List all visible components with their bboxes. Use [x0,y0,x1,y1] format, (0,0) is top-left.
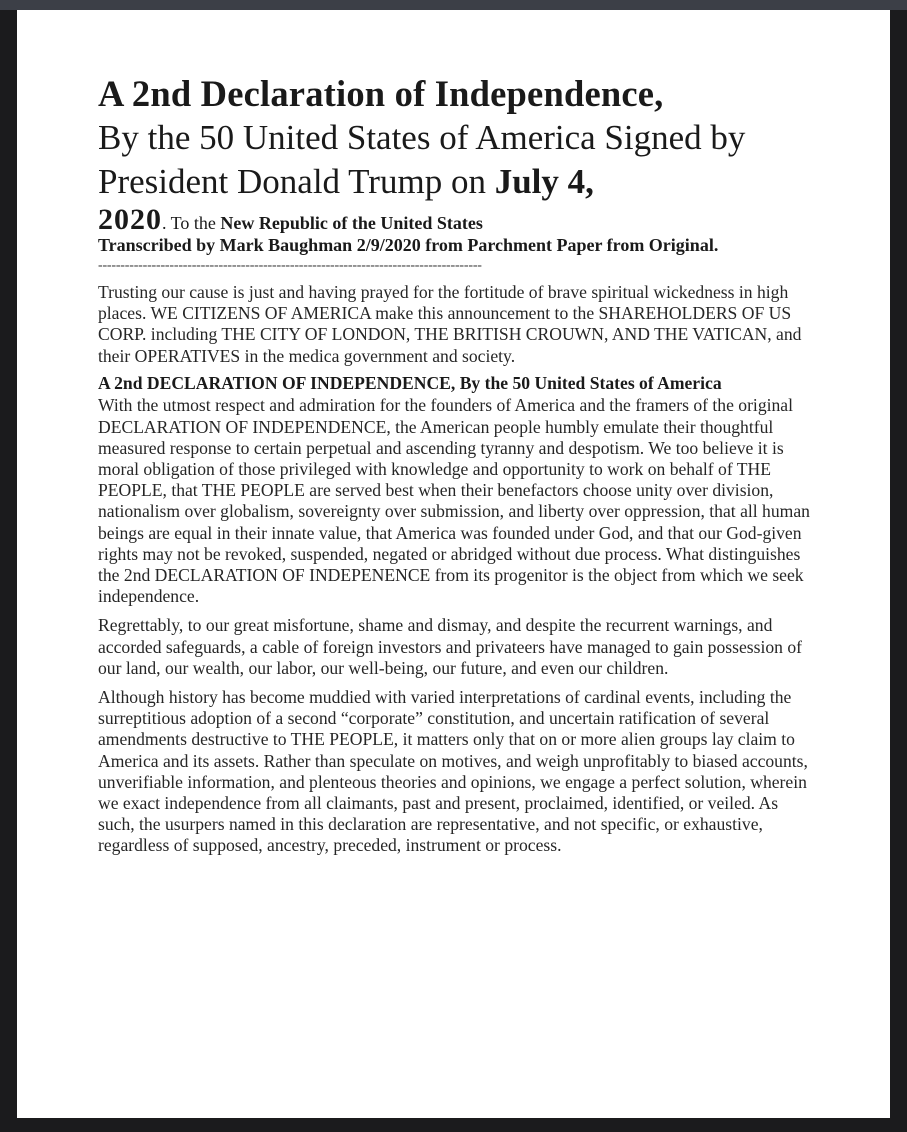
subtitle-date: July 4, [494,162,594,201]
to-prefix: . To the [162,213,221,233]
document-content [98,72,810,857]
document-title: A 2nd Declaration of Independence, [98,73,664,114]
document-subtitle [98,116,810,204]
republic-name: New Republic of the United States [220,213,483,233]
section-heading: A 2nd DECLARATION OF INDEPENDENCE, By the 50 United States of America [98,372,722,393]
intro-paragraph: Trusting our cause is just and having prayed for the fortitude of brave spiritual wickedness in high places. WE CITIZENS OF AMERICA make this announcement to the SHAREHOLDERS OF US CORP. including THE CITY OF LONDON, THE BRITISH CROUWN, AND THE VATICAN, and their OPERATIVES in the medica government and society. [98,282,802,366]
document-page [17,10,890,1118]
subtitle-text: By the 50 United States of America Signed by President Donald Trump on [98,118,746,201]
year: 2020 [98,203,162,236]
transcription-note: Transcribed by Mark Baughman 2/9/2020 from Parchment Paper from Original. [98,235,719,255]
window-top-bar [0,0,907,10]
divider: -------------------------------------------------------------------------------------- [98,258,482,273]
paragraph-2: Regrettably, to our great misfortune, shame and dismay, and despite the recurrent warnings, and accorded safeguards, a cable of foreign investors and privateers have managed to gain possession of our land, our wealth, our labor, our well-being, our future, and even our children. [98,615,802,678]
paragraph-1: With the utmost respect and admiration for the founders of America and the framers of the original DECLARATION OF INDEPENDENCE, the American people humbly emulate their thoughtful measured response to certain perpetual and ascending tyranny and despotism. We too believe it is moral obligation of those privileged with knowledge and opportunity to work on behalf of THE PEOPLE, that THE PEOPLE are served best when their benefactors choose unity over division, nationalism over globalism, sovereignty over submission, and liberty over oppression, that all human beings are equal in their innate value, that America was founded under God, and that our God-given rights may not be revoked, suspended, negated or abridged without due process. What distinguishes the 2nd DECLARATION OF INDEPENENCE from its progenitor is the object from which we seek independence. [98,395,810,607]
paragraph-3: Although history has become muddied with varied interpretations of cardinal events, including the surreptitious adoption of a second “corporate” constitution, and uncertain ratification of several amendments destructive to THE PEOPLE, it matters only that on or more alien groups lay claim to America and its assets. Rather than speculate on motives, and weigh unprofitably to biased accounts, unverifiable information, and plenteous theories and opinions, we engage a perfect solution, wherein we exact independence from all claimants, past and present, proclaimed, identified, or veiled. As such, the usurpers named in this declaration are representative, and not specific, or exhaustive, regardless of supposed, ancestry, preceded, instrument or process. [98,686,808,856]
year-line [98,203,810,236]
